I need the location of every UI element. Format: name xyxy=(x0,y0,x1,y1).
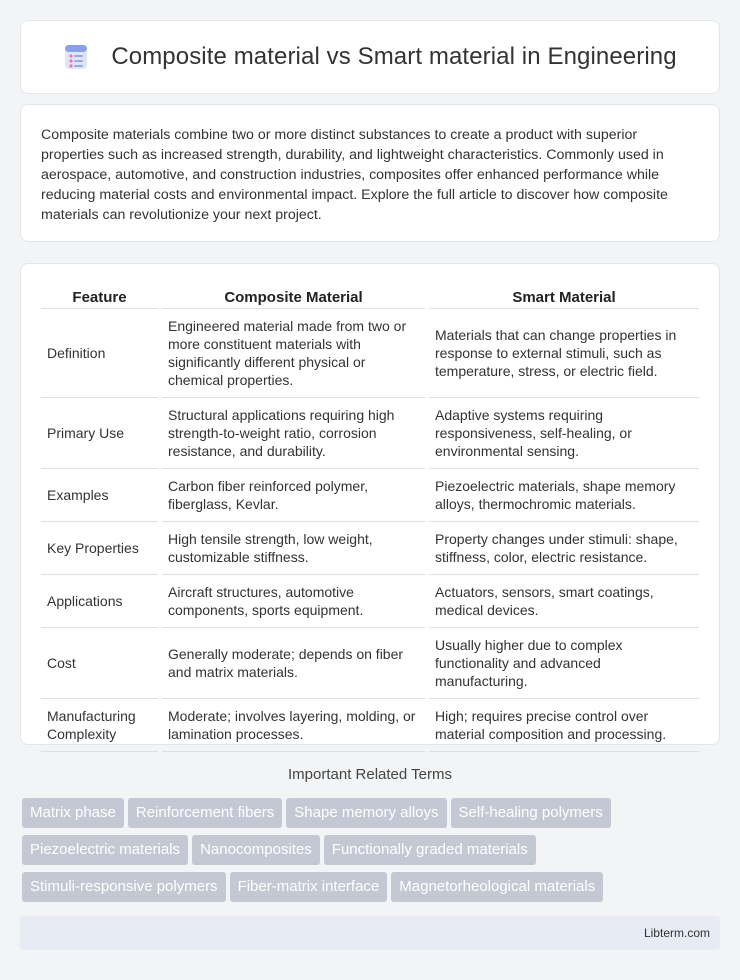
smart-cell: Actuators, sensors, smart coatings, medical devices. xyxy=(429,575,699,628)
header-smart: Smart Material xyxy=(429,284,699,309)
composite-cell: Carbon fiber reinforced polymer, fiberglass, Kevlar. xyxy=(162,469,425,522)
smart-cell: Adaptive systems requiring responsiveness, self-healing, or environmental sensing. xyxy=(429,398,699,469)
related-term-tag[interactable]: Functionally graded materials xyxy=(324,835,536,865)
composite-cell: Moderate; involves layering, molding, or lamination processes. xyxy=(162,699,425,752)
table-row xyxy=(41,309,699,398)
composite-cell: Structural applications requiring high strength-to-weight ratio, corrosion resistance, and durability. xyxy=(162,398,425,469)
feature-cell: Applications xyxy=(41,575,158,628)
feature-cell: Definition xyxy=(41,309,158,398)
smart-cell: High; requires precise control over material composition and processing. xyxy=(429,699,699,752)
comparison-table-card xyxy=(20,263,720,745)
related-terms-list xyxy=(22,798,722,909)
header-card xyxy=(20,20,720,94)
table-row xyxy=(41,628,699,699)
intro-card xyxy=(20,104,720,242)
table-row xyxy=(41,699,699,752)
header-feature: Feature xyxy=(41,284,158,309)
smart-cell: Piezoelectric materials, shape memory alloys, thermochromic materials. xyxy=(429,469,699,522)
related-term-tag[interactable]: Shape memory alloys xyxy=(286,798,446,828)
table-row xyxy=(41,469,699,522)
smart-cell: Property changes under stimuli: shape, stiffness, color, electric resistance. xyxy=(429,522,699,575)
feature-cell: Cost xyxy=(41,628,158,699)
intro-text: Composite materials combine two or more distinct substances to create a product with superior properties such as increased strength, durability, and lightweight characteristics. Commonly used in aerospace, automotive, and construction industries, composites offer enhanced performance while reducing material costs and environmental impact. Explore the full article to discover how composite materials can revolutionize your next project. xyxy=(41,127,668,223)
related-term-tag[interactable]: Matrix phase xyxy=(22,798,124,828)
header-composite: Composite Material xyxy=(162,284,425,309)
document-list-icon xyxy=(63,44,89,70)
related-term-tag[interactable]: Self-healing polymers xyxy=(451,798,611,828)
feature-cell: Manufacturing Complexity xyxy=(41,699,158,752)
related-term-tag[interactable]: Reinforcement fibers xyxy=(128,798,282,828)
table-row xyxy=(41,522,699,575)
feature-cell: Examples xyxy=(41,469,158,522)
smart-cell: Usually higher due to complex functionality and advanced manufacturing. xyxy=(429,628,699,699)
table-row xyxy=(41,398,699,469)
related-term-tag[interactable]: Stimuli-responsive polymers xyxy=(22,872,226,902)
composite-cell: Aircraft structures, automotive components, sports equipment. xyxy=(162,575,425,628)
related-terms-title: Important Related Terms xyxy=(288,766,452,783)
feature-cell: Primary Use xyxy=(41,398,158,469)
related-term-tag[interactable]: Fiber-matrix interface xyxy=(230,872,388,902)
footer xyxy=(20,916,720,950)
composite-cell: Engineered material made from two or more constituent materials with significantly different physical or chemical properties. xyxy=(162,309,425,398)
page-title: Composite material vs Smart material in Engineering xyxy=(111,43,677,70)
related-term-tag[interactable]: Nanocomposites xyxy=(192,835,320,865)
related-term-tag[interactable]: Magnetorheological materials xyxy=(391,872,603,902)
table-header-row xyxy=(41,284,699,309)
smart-cell: Materials that can change properties in response to external stimuli, such as temperature, stress, or electric field. xyxy=(429,309,699,398)
composite-cell: High tensile strength, low weight, customizable stiffness. xyxy=(162,522,425,575)
feature-cell: Key Properties xyxy=(41,522,158,575)
table-row xyxy=(41,575,699,628)
composite-cell: Generally moderate; depends on fiber and matrix materials. xyxy=(162,628,425,699)
related-term-tag[interactable]: Piezoelectric materials xyxy=(22,835,188,865)
footer-site-link[interactable]: Libterm.com xyxy=(643,926,710,940)
comparison-table xyxy=(37,284,703,752)
